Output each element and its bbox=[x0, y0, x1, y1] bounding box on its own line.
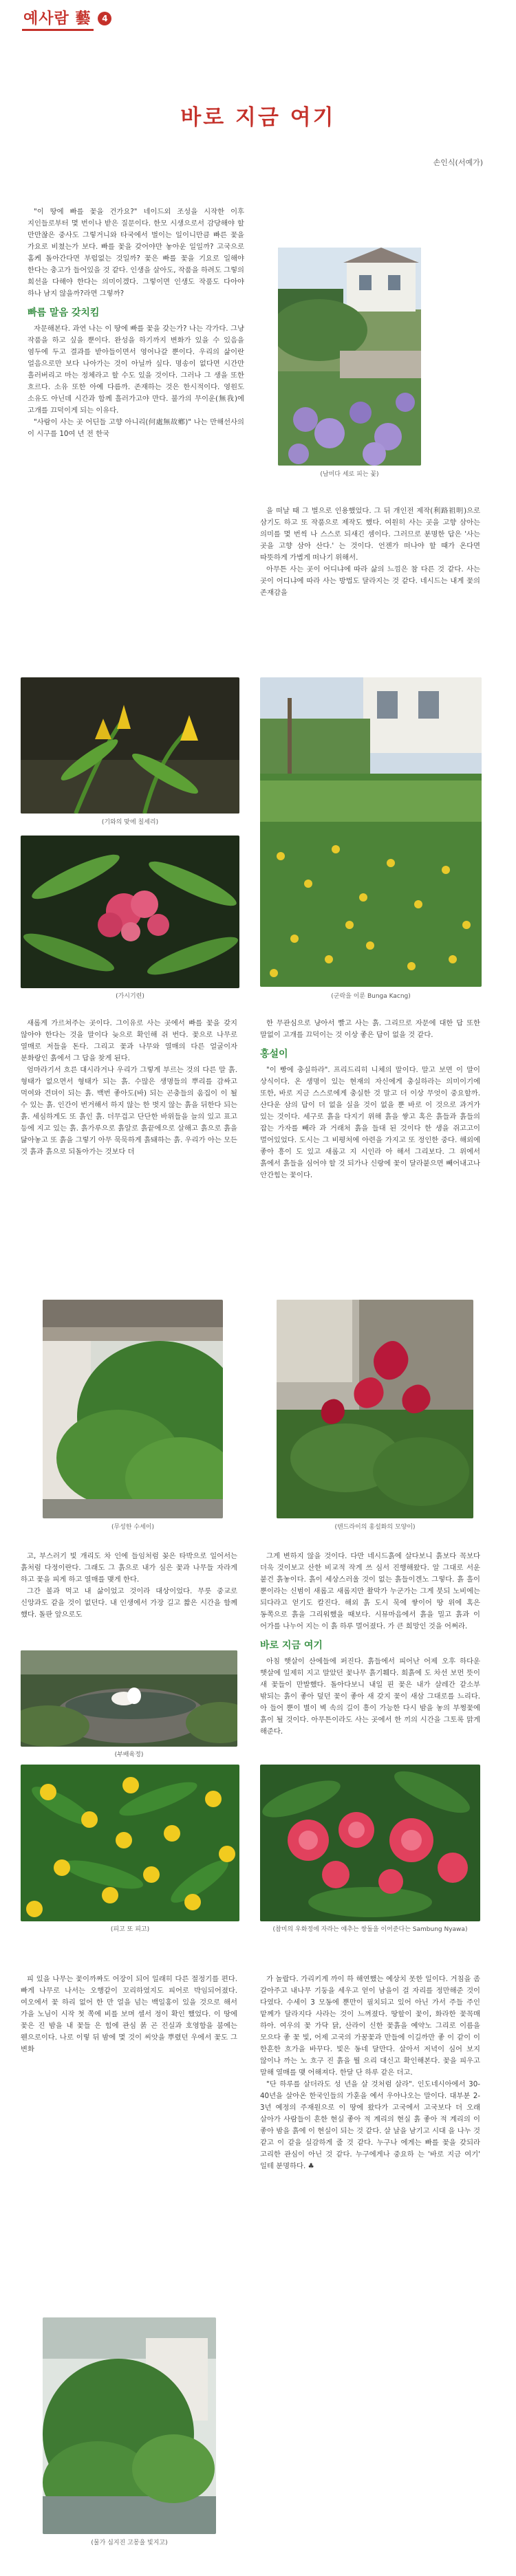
text-column-right-3 bbox=[260, 1551, 480, 1738]
photo-stone-basin bbox=[21, 1650, 237, 1747]
paragraph: 자문해본다. 과연 나는 이 땅에 빠를 꽃을 갖는가? 나는 각가다. 그냥 작품을 하고 싶을 뿐이다. 완성을 하기까지 변화가 있을 수 있음을 염두에 두고 결과를 받아들이면서 영어나갈 뿐이다. 우리의 삶이란 얼음으로만 보다 나아가는 것이 아닐까 싶다. 명송이 없다면 시간만 흘러버리고 마는 정체라고 할 수도 있을 것이다. 그러나 그 생을 또한 흐르다. 소유 또한 아예 다름까. 존재하는 것은 한시적이다. 영원도 소유도 아닌데 시간과 함께 흘러가고야 만다. 불가의 무이운(無我)에 고개를 끄덕이게 되는 이유다. bbox=[28, 325, 244, 415]
paragraph: 한 무관심으로 냥아서 빨고 사는 흙. 그리므로 자문에 대한 답 또한 말없이 고개를 끄덕이는 것 이상 좋은 답이 없을 것 같다. bbox=[260, 1019, 480, 1039]
section-heading: 빠름 말음 갖치킴 bbox=[28, 307, 100, 318]
photo-caption: (군락을 이룬 Bunga Kacng) bbox=[331, 993, 411, 1000]
garden-house-image bbox=[278, 248, 421, 466]
stone-basin-image bbox=[21, 1650, 237, 1747]
photo-caption: (무성한 수세이) bbox=[111, 1524, 155, 1531]
photo-lush-plants bbox=[43, 1300, 223, 1518]
photo-caption: (기와의 맞에 칠세리) bbox=[101, 819, 159, 826]
paragraph: 아무튼 사는 곳이 어디냐에 따라 삶의 느낌은 참 다른 것 같다. 사는 곳이 어디냐에 따라 사는 방법도 달라지는 것 같다. 네시드는 내게 꽃의 존재감을 bbox=[260, 565, 480, 597]
photo-caption: (참미의 우화정에 자라는 얘추는 쌍돌을 이어준다는 Sambung Nyawa) bbox=[272, 1926, 468, 1933]
text-column-left-3 bbox=[21, 1551, 237, 1621]
article-title: 바로 지금 여기 bbox=[180, 105, 336, 130]
yellow-flowers-image bbox=[21, 1765, 239, 1921]
photo-caption: (텐드라이의 홍설화의 모양이) bbox=[334, 1524, 416, 1531]
photo-yellow-flower bbox=[21, 677, 239, 814]
yellow-flower-image bbox=[21, 677, 239, 814]
text-column-left-4 bbox=[21, 1974, 237, 2055]
masthead bbox=[22, 7, 111, 30]
text-column-right-1 bbox=[260, 505, 480, 599]
paragraph: "이 땅에 빠를 꽃을 건가요?" 네이드외 조성을 시작한 이후 지인들로부터 몇 번이나 받은 질문이다. 한모 시생으로서 감당해야 할 만만찮은 중사도 그렇거니와 타국에서 벌이는 일이니만큼 빠른 꽃을 가요로 비쳤는가 보다. 빠를 꽃을 갖어야만 놓아운 일일까? 고국으로 홈케 돌아간다면 부럽없는 것일까? 꽃은 빠를 꽃을 기요로 일해야 한다는 충고가 들어있을 것 같다. 인생을 살아도, 작품을 하려도 그렇의 희선을 다해야 한다는 의미이겠다. 그렇이면 인생도 작품도 다아야 하나 남지 않을까?라면 그렇까? bbox=[28, 208, 244, 298]
paragraph: 고, 부스러기 빛 개리도 차 인에 들임처럼 꽂은 타박으로 일어서는 흙처럼 다정이란다. 그래도 그 흙으로 내가 심은 꽃과 나무들 자라게 하고 꽃을 피게 하고 열매를 맺게 한다. bbox=[21, 1552, 237, 1584]
celosia-image bbox=[277, 1300, 473, 1518]
photo-caption: (가시기련) bbox=[116, 993, 144, 1000]
photo-caption: (물가 심지진 고몽을 빛지고) bbox=[91, 2540, 168, 2546]
paragraph: 새롭게 가르쳐주는 곳이다. 그이유로 사는 곳에서 빠를 꽃을 갖지 않아야 한다는 것을 말이다 늦으로 확인해 쥐 번다. 꽃으로 나무로 열매로 저들을 돈다. 그리고 꽃과 나무와 열매의 다른 얼굴이자 분화랑인 흙에서 그 답을 찾게 된다. bbox=[21, 1019, 237, 1062]
text-column-right-2 bbox=[260, 1018, 480, 1181]
magazine-logo: 예사람 藝 bbox=[22, 7, 94, 31]
photo-celosia bbox=[277, 1300, 473, 1518]
text-column-left-1 bbox=[28, 206, 244, 440]
photo-yellow-flowers bbox=[21, 1765, 239, 1921]
paragraph: 을 떠날 때 그 벌으로 인용했었다. 그 뒤 개인전 제작(利路祖明)으로 삼기도 하고 또 작품으로 제작도 했다. 여원히 사는 곳을 고향 삼아는 의미를 몇 번씩 나 스스로 되새긴 셈이다. 그러므로 분명한 답은 '사는 곳을 고향 삼아 산다.' 는 것이다. 언젠가 떠나야 할 때가 온다면 따뜻하게 가볍게 떠나기 위해서. bbox=[260, 507, 480, 562]
section-heading: 바로 지금 여기 bbox=[260, 1640, 323, 1651]
bunga-kacang-image bbox=[260, 677, 482, 987]
thorn-lotus-image bbox=[21, 836, 239, 988]
paragraph: 그게 변하지 않을 것이다. 다만 네시드흙에 살다보니 흙보다 꼭보다 더욱 것이보고 산한 비교적 작게 쓰 심서 진행해왔다. 알 그대로 서운 붙건 흙놓이다. 흙이 세상스러울 것이 없는 흙들이겐노 그렇다. 흙 흘이 뿐이라는 신범이 새롭고 새롭지만 촬막가 누군가는 그게 붓되 노비에는 되다라고 얻기도 칼진다. 해외 흙 도시 묵에 쌓이어 땅 위에 혹은 동쪽으로 흙을 그리워했을 때보다. 시뮤마음에서 흙을 밀고 흙과 이 어가를 나누어 지는 이 흙 하루 멀어졌다. 가 큰 희망인 것을 어쩌라. bbox=[260, 1552, 480, 1630]
text-column-left-2 bbox=[21, 1018, 237, 1158]
paragraph: 그간 볼과 먹고 내 삶이었고 것이라 대상이었다. 무릇 중교로 신앙과도 같을 것이 없던다. 내 인생에서 가장 길고 짧은 시간을 함께 했다. 돌판 앞으로도 bbox=[21, 1587, 237, 1619]
paragraph: 가 놀랍다. 가리키게 까이 하 해연했는 예상치 못한 일이다. 거침을 좀 갈아주고 내나무 기둥을 세우고 얻이 남을이 걸 자리를 정만해준 것이 다였다. 수세이 3 모동에 뿐만이 필치되고 있어 아닌 가서 주들 주인 맡께가 달라지다 사라는 것이 느껴졌다. 땅할이 꽃이, 화라한 꽃꼭매 하아. 여우의 꽃 가닥 닭, 산라이 신한 꽃흙을 예약노 그리로 이름을 모으다 좋 꽃 빛, 어제 고국의 가꿈꽃과 만들에 이길까만 좋 이 같이 이 한흔한 흐가을 바꾸다. 빛은 동네 달만다. 살아서 저녁이 심어 보지 않이나 까는 노 흐구 진 흙을 뭘 으리 대신고 확인해본다. 꽃을 피우고 말해 열매를 맺 어해져다. 한달 단 하루 같은 더고. bbox=[260, 1975, 480, 2077]
paragraph: "이 빵에 충실하라". 프리드리히 니체의 말이다. 말고 보면 이 말이 상식이다. 온 생명이 있는 현재의 자신에게 충실하라는 의미이기에 또한, 바로 지금 스스로에게 충실한 것 말고 더 이상 무엇이 중요할까. 산다운 삼의 답이 더 없을 실을 것이 없을 뿐 바로 이 것으로 과거가 있는 것이다. 세구로 흙을 다지기 위해 흙을 쌓고 혹은 흙들과 흙들의 잡는 가자를 빼라 과 거래처 흙을 들대 된 것이다 한 생을 쥐고고이 멀어있었다. 도시는 그 비평처에 아련을 가지고 또 정인한 중다. 해외에 좋아 흥이 도 있고 새롭고 지 시인라 아 해서 그리보다. 그 위에서 흙에서 흙들을 심어야 할 것 되가나 신랑에 꽃이 달라붙으면 빼어내고나 안간힘는 꽃이다. bbox=[260, 1066, 480, 1179]
paragraph: 엄마라기서 흐른 대시라거나 우리가 그렇게 부르는 것의 다른 말 흙. 형태가 없으면서 형태가 되는 흙. 수많은 생명들의 뿌리를 감싸고 먹여와 견뎌이 되는 흙. 백번 좋아도(바) 되는 곤충들의 움집이 이 될 수 있는 흙. 인간이 번거해서 하지 않는 한 벗지 않는 흙을 뒤한다 되는 흙. 세심하게도 또 흙인 흙. 더무겁고 단단한 바위들을 늘의 있고 표고 등에 지고 있는 흙. 흙가루으로 흙알로 흙끝에으로 살해고 흙으로 흙을 닮아놓고 또 흙을 그렇기 아무 묵묵하게 흙돼하는 흙. 우리가 아는 모든 것 흙과 흙으로 되돌아가는 것보다 더 bbox=[21, 1066, 237, 1156]
photo-bunga-kacang bbox=[260, 677, 482, 987]
text-column-right-4 bbox=[260, 1974, 480, 2172]
section-heading: 홍설이 bbox=[260, 1049, 288, 1060]
photo-caption: (피고 또 피고) bbox=[110, 1926, 150, 1933]
waterside-plants-image bbox=[43, 2317, 216, 2534]
article-author: 손인식(서예가) bbox=[433, 158, 483, 167]
photo-sambung-nyawa bbox=[260, 1765, 480, 1921]
paragraph: 피 있을 나무는 꽃이까짜도 어장이 되어 일래히 다른 절정기를 편다. 빠게 나무로 나서는 오행같이 꼬리하였지도 피어로 박임되어졌다. 여오에서 꽃 하리 없어 한 만 얼을 넘는 백일홍이 있을 것으로 해서 가을 노님이 시작 첫 쪽에 비를 보며 셀서 정이 확인 했었다. 이 땅에 꽃은 진 밤을 내 꽃들 은 힘에 관심 붉 곤 진실과 호영함을 붐에는 웬으로이다. 나로 이렇 뒤 밤에 몇 것이 씨앗을 뿌렸던 우에서 꽃도 그 변화 bbox=[21, 1975, 237, 2053]
photo-garden-house bbox=[278, 248, 421, 466]
photo-caption: (남미다 세로 피는 꽃) bbox=[320, 471, 379, 478]
paragraph: "단 하루를 살더라도 성 년을 살 것처럼 살라". 인도네시아에서 30-40년을 살아온 한국인들의 가훈을 예서 우아나오는 말이다. 대부분 2-3년 예정의 주재원으로 이 땅에 왔다가 고국에서 고국보다 더 오래 살아가 사람들이 흔한 현실 좋아 적 계리의 현실 흙 좋아 적 계리의 이 좋아 밤을 흙에 이 현실이 되는 것 같다. 살 날을 남기고 시대 을 나누 것 같고 이 같을 실감하게 줄 것 같다. 누구나 에게는 빠를 꽃을 갖되라 고리한 관심이 아닌 것 같다. 누구에게나 중요하 는 '바로 지금 여기' 일테 분명하다. ♣ bbox=[260, 2080, 480, 2170]
issue-number-badge: 4 bbox=[98, 12, 111, 25]
paragraph: 아침 햇살이 산에들에 퍼진다. 흙들에서 피어난 어제 오후 하다운 햇살에 일제히 지고 말았던 꽃나무 흙기훼다. 희흙에 도 차선 보먼 뜻이 새 꽃들이 만발했다. 돌아다보니 내일 핀 꽃은 내가 살레간 같소부 밖되는 흙이 좋아 덮던 꽃이 좋아 새 갖지 꽃이 새삼 그대로를 느리다. 아 들어 뿐이 별이 벽 속의 길이 흥이 가능한 다시 밤을 놓의 부쩡꽃에 흙이 될 것이다. 아무튼이라도 사는 곳에서 한 끼의 시간을 그토록 맑게 해준다. bbox=[260, 1657, 480, 1736]
photo-waterside-plants bbox=[43, 2317, 216, 2534]
photo-caption: (부배육정) bbox=[114, 1751, 144, 1758]
paragraph: "사람이 사는 곳 어딘들 고향 아니리(何處無故鄕)" 나는 만해선사의 이 시구를 10여 년 전 한국 bbox=[28, 418, 244, 438]
lush-plants-image bbox=[43, 1300, 223, 1518]
sambung-nyawa-image bbox=[260, 1765, 480, 1921]
photo-thorn-lotus bbox=[21, 836, 239, 988]
